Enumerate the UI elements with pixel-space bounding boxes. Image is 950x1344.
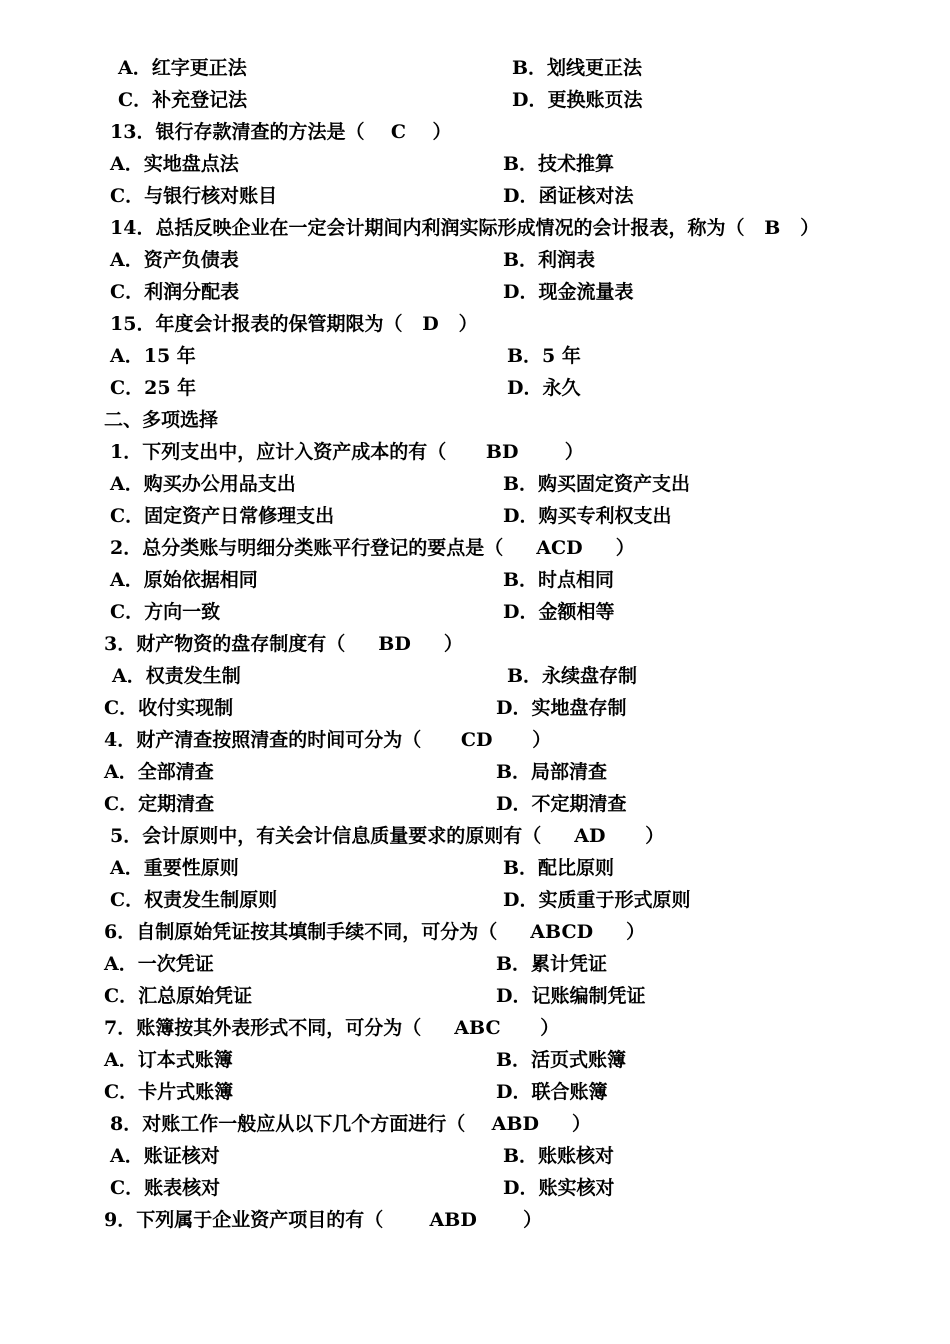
option-left: A．账证核对 xyxy=(110,1145,220,1167)
option-left: C．汇总原始凭证 xyxy=(104,985,253,1007)
question-text: 13．银行存款清查的方法是（ C ） xyxy=(110,121,452,143)
question-text: 8．对账工作一般应从以下几个方面进行（ ABD ） xyxy=(110,1113,592,1135)
option-left: C．收付实现制 xyxy=(104,697,234,719)
option-right: D．记账编制凭证 xyxy=(496,985,646,1007)
option-right: B．购买固定资产支出 xyxy=(503,473,691,495)
option-right: B．配比原则 xyxy=(503,857,615,879)
option-left: A．权责发生制 xyxy=(112,665,241,687)
option-right: B．时点相同 xyxy=(503,569,615,591)
option-right: B．活页式账簿 xyxy=(496,1049,627,1071)
option-right: D．函证核对法 xyxy=(503,185,634,207)
option-left: C．方向一致 xyxy=(110,601,221,623)
option-left: A．重要性原则 xyxy=(110,857,239,879)
question-text: 2．总分类账与明细分类账平行登记的要点是（ ACD ） xyxy=(110,537,635,559)
option-left: A．原始依据相同 xyxy=(110,569,258,591)
option-left: A．全部清查 xyxy=(104,761,214,783)
option-right: B．账账核对 xyxy=(503,1145,615,1167)
option-left: C．利润分配表 xyxy=(110,281,240,303)
question-text: 5．会计原则中，有关会计信息质量要求的原则有（ AD ） xyxy=(110,825,665,847)
question-text: 15．年度会计报表的保管期限为（ D ） xyxy=(110,313,478,335)
option-left: A．购买办公用品支出 xyxy=(110,473,296,495)
question-text: 9．下列属于企业资产项目的有（ ABD ） xyxy=(104,1209,543,1231)
option-left: C．固定资产日常修理支出 xyxy=(110,505,335,527)
option-right: B．累计凭证 xyxy=(496,953,608,975)
option-left: A．一次凭证 xyxy=(104,953,214,975)
option-left: C．账表核对 xyxy=(110,1177,221,1199)
option-right: B．5 年 xyxy=(507,345,581,367)
question-text: 1．下列支出中，应计入资产成本的有（ BD ） xyxy=(110,441,584,463)
option-right: D．实地盘存制 xyxy=(496,697,627,719)
option-right: B．永续盘存制 xyxy=(507,665,638,687)
option-left: C．定期清查 xyxy=(104,793,215,815)
question-text: 3．财产物资的盘存制度有（ BD ） xyxy=(104,633,463,655)
option-left: A．红字更正法 xyxy=(118,57,247,79)
option-right: D．现金流量表 xyxy=(503,281,634,303)
option-left: A．15 年 xyxy=(110,345,196,367)
option-right: D．实质重于形式原则 xyxy=(503,889,691,911)
option-right: D．账实核对 xyxy=(503,1177,615,1199)
option-left: C．权责发生制原则 xyxy=(110,889,278,911)
option-left: C．卡片式账簿 xyxy=(104,1081,234,1103)
option-right: B．利润表 xyxy=(503,249,596,271)
question-text: 14．总括反映企业在一定会计期间内利润实际形成情况的会计报表，称为（ B ） xyxy=(110,217,820,239)
option-left: C．与银行核对账目 xyxy=(110,185,278,207)
option-right: D．不定期清查 xyxy=(496,793,627,815)
option-left: A．资产负债表 xyxy=(110,249,239,271)
option-right: B．局部清查 xyxy=(496,761,608,783)
option-right: B．技术推算 xyxy=(503,153,615,175)
question-text: 6．自制原始凭证按其填制手续不同，可分为（ ABCD ） xyxy=(104,921,646,943)
option-right: D．更换账页法 xyxy=(512,89,643,111)
option-left: A．订本式账簿 xyxy=(104,1049,233,1071)
option-left: C．25 年 xyxy=(110,377,197,399)
question-text: 7．账簿按其外表形式不同，可分为（ ABC ） xyxy=(104,1017,560,1039)
option-left: A．实地盘点法 xyxy=(110,153,239,175)
option-right: D．金额相等 xyxy=(503,601,615,623)
option-right: B．划线更正法 xyxy=(512,57,643,79)
option-left: C．补充登记法 xyxy=(118,89,248,111)
option-right: D．联合账簿 xyxy=(496,1081,608,1103)
question-text: 4．财产清查按照清查的时间可分为（ CD ） xyxy=(104,729,552,751)
option-right: D．永久 xyxy=(507,377,581,399)
option-right: D．购买专利权支出 xyxy=(503,505,672,527)
section-heading: 二、多项选择 xyxy=(104,409,219,431)
